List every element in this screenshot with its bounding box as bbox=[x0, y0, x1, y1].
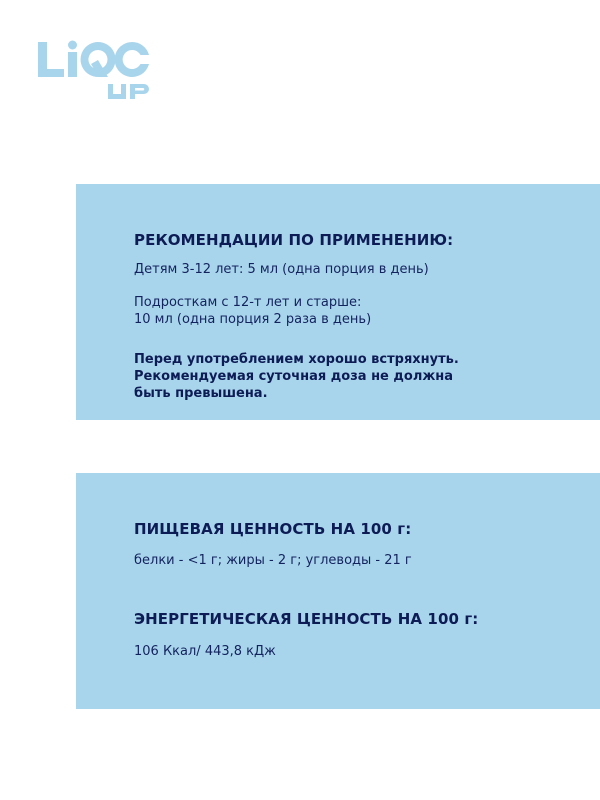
teens-dosage-line-1: Подросткам с 12-т лет и старше: bbox=[134, 295, 362, 310]
usage-recommendations-panel bbox=[76, 184, 600, 420]
children-dosage: Детям 3-12 лет: 5 мл (одна порция в день) bbox=[134, 262, 429, 277]
nutrition-title: ПИЩЕВАЯ ЦЕННОСТЬ НА 100 г: bbox=[134, 520, 412, 538]
dose-warning-line-1: Рекомендуемая суточная доза не должна bbox=[134, 369, 454, 384]
liqo-up-logo-icon bbox=[38, 40, 153, 102]
energy-values: 106 Ккал/ 443,8 кДж bbox=[134, 644, 276, 659]
dose-warning-line-2: быть превышена. bbox=[134, 386, 268, 401]
brand-logo bbox=[38, 40, 153, 102]
energy-title: ЭНЕРГЕТИЧЕСКАЯ ЦЕННОСТЬ НА 100 г: bbox=[134, 610, 479, 628]
shake-note: Перед употреблением хорошо встряхнуть. bbox=[134, 352, 459, 367]
teens-dosage-line-2: 10 мл (одна порция 2 раза в день) bbox=[134, 312, 372, 327]
nutrition-panel bbox=[76, 473, 600, 709]
nutrition-values: белки - <1 г; жиры - 2 г; углеводы - 21 г bbox=[134, 553, 412, 568]
usage-title: РЕКОМЕНДАЦИИ ПО ПРИМЕНЕНИЮ: bbox=[134, 231, 454, 249]
